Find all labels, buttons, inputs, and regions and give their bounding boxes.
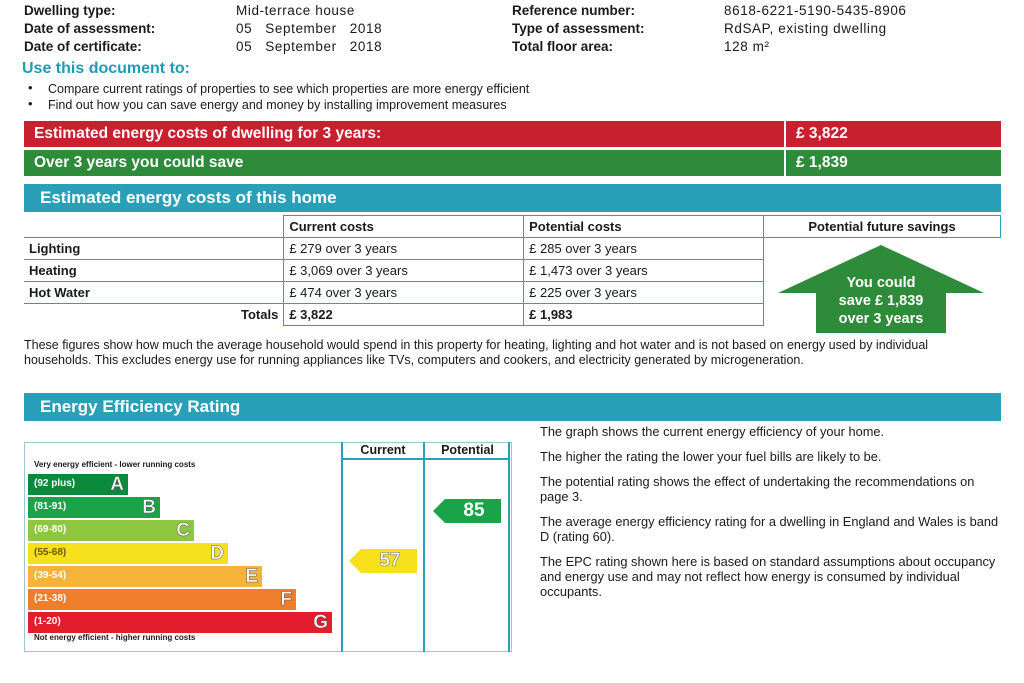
not-efficient-note: Not energy efficient - higher running costs [34,633,196,642]
totals-current: £ 3,822 [284,304,524,326]
costs-note: These figures show how much the average household would spend in this property for heating, lighting and hot water and is not based on energy used by individual households. This excludes energy use for running appliances like TVs, computers and cookers, and electricity generated by microgeneration. [24,338,929,367]
band-range: (55-68) [34,547,67,558]
date-assessment-value: 05 September 2018 [236,21,383,36]
table-row [24,238,764,260]
future-savings-header: Potential future savings [764,215,1001,238]
row-label-lighting: Lighting [24,238,284,260]
current-cost-cell: £ 279 over 3 years [284,238,524,260]
estimated-cost-bar: Estimated energy costs of dwelling for 3 years: [24,121,784,147]
band-letter: D [210,543,224,564]
costs-section-title: Estimated energy costs of this home [24,184,1001,212]
current-cost-cell: £ 3,069 over 3 years [284,260,524,282]
potential-column [425,442,510,652]
band-range: (81-91) [34,501,67,512]
rating-bands [28,474,338,634]
use-doc-bullet: • Find out how you can save energy and money by installing improvement measures [22,97,529,113]
potential-column-header: Potential [441,443,494,457]
band-letter: G [313,612,328,633]
band-letter: F [280,589,292,610]
table-row [24,260,764,282]
band-range: (1-20) [34,616,61,627]
blank-header-cell [24,216,284,238]
could-save-value: £ 1,839 [786,150,1001,176]
savings-line-2: save £ 1,839 [838,293,924,309]
date-assessment-label: Date of assessment: [24,21,156,36]
floor-area-label: Total floor area: [512,39,614,54]
dwelling-type-label: Dwelling type: [24,3,116,18]
current-cost-cell: £ 474 over 3 years [284,282,524,304]
current-rating-value: 57 [379,550,401,571]
explanation-paragraph: The graph shows the current energy efficiency of your home. [540,424,885,439]
current-column [341,442,425,652]
rating-band-b [28,497,160,518]
could-save-bar: Over 3 years you could save [24,150,784,176]
costs-table [24,215,764,326]
rating-band-e [28,566,262,587]
savings-line-1: You could [846,275,916,291]
rating-explanation [540,424,1000,609]
band-range: (21-38) [34,593,67,604]
dwelling-type-value: Mid-terrace house [236,3,355,18]
potential-costs-header: Potential costs [524,216,764,238]
potential-cost-cell: £ 225 over 3 years [524,282,764,304]
band-letter: C [176,520,190,541]
use-doc-bullets [22,81,529,113]
row-label-heating: Heating [24,260,284,282]
potential-rating-value: 85 [463,500,485,521]
band-letter: B [142,497,156,518]
estimated-cost-value: £ 3,822 [786,121,1001,147]
explanation-paragraph: The potential rating shows the effect of undertaking the recommendations on page 3. [540,474,975,504]
savings-line-3: over 3 years [838,311,924,327]
potential-cost-cell: £ 285 over 3 years [524,238,764,260]
rating-band-f [28,589,296,610]
rating-band-c [28,520,194,541]
date-certificate-value: 05 September 2018 [236,39,383,54]
very-efficient-note: Very energy efficient - lower running costs [34,460,196,469]
floor-area-value: 128 m² [724,39,770,54]
band-letter: E [245,566,258,587]
reference-label: Reference number: [512,3,636,18]
band-letter: A [110,474,124,495]
use-doc-title: Use this document to: [22,60,191,77]
rating-band-d [28,543,228,564]
band-range: (69-80) [34,524,67,535]
date-certificate-label: Date of certificate: [24,39,142,54]
type-assessment-label: Type of assessment: [512,21,645,36]
band-range: (39-54) [34,570,67,581]
rating-section-title: Energy Efficiency Rating [24,393,1001,421]
potential-cost-cell: £ 1,473 over 3 years [524,260,764,282]
current-costs-header: Current costs [284,216,524,238]
costs-header-row [24,216,764,238]
totals-row [24,304,764,326]
totals-potential: £ 1,983 [524,304,764,326]
rating-band-a [28,474,128,495]
explanation-paragraph: The average energy efficiency rating for a dwelling in England and Wales is band D (rating 60). [540,514,999,544]
table-row [24,282,764,304]
totals-label: Totals [24,304,284,326]
band-range: (92 plus) [34,478,76,489]
explanation-paragraph: The EPC rating shown here is based on standard assumptions about occupancy and energy use and may not reflect how energy is consumed by individual occupants. [540,554,996,599]
rating-band-g [28,612,332,633]
type-assessment-value: RdSAP, existing dwelling [724,21,887,36]
explanation-paragraph: The higher the rating the lower your fuel bills are likely to be. [540,449,882,464]
use-doc-bullet: • Compare current ratings of properties to see which properties are more energy efficient [22,81,529,97]
row-label-hot-water: Hot Water [24,282,284,304]
reference-value: 8618-6221-5190-5435-8906 [724,3,907,18]
savings-arrow-text [816,274,946,328]
current-column-header: Current [360,443,406,457]
